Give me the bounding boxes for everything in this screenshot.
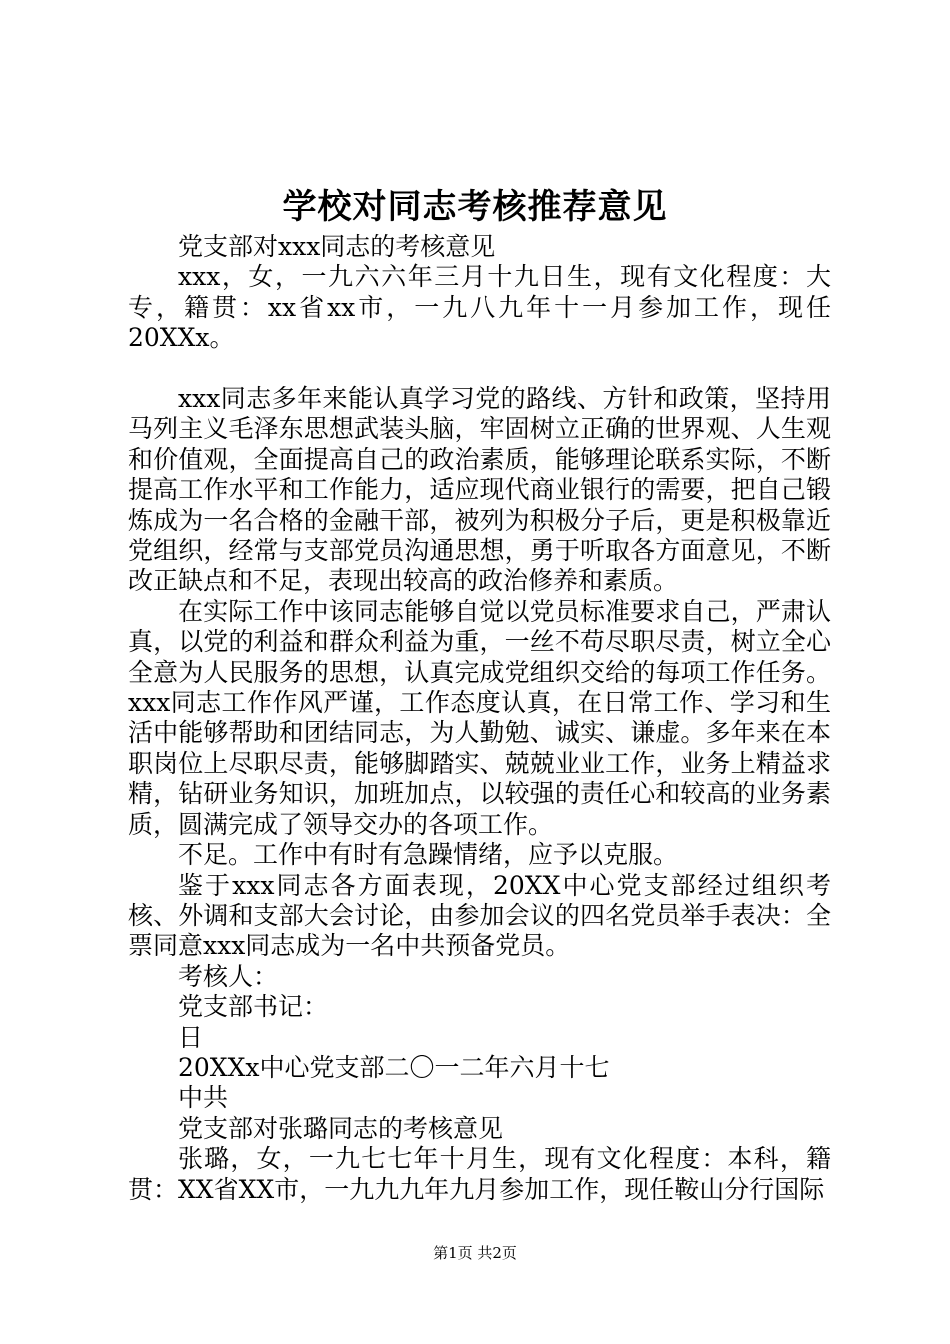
line-secretary: 党支部书记： (178, 992, 329, 1022)
paragraph-conclusion: 鉴于xxx同志各方面表现，20XX中心党支部经过组织考核、外调和支部大会讨论，由参加会议的四名党员举手表决：全票同意xxx同志成为一名中共预备党员。 (128, 870, 831, 961)
line-reviewer: 考核人： (178, 961, 279, 991)
line-party: 中共 (178, 1083, 229, 1113)
paragraph-assessment-1: xxx同志多年来能认真学习党的路线、方针和政策，坚持用马列主义毛泽东思想武装头脑，牢固树立正确的世界观、人生观和价值观，全面提高自己的政治素质，能够理论联系实际，不断提高工作水平和工作能力，适应现代商业银行的需要，把自己锻炼成为一名合格的金融干部，被列为积极分子后，更是积极靠近党组织，经常与支部党员沟通思想，勇于听取各方面意见，不断改正缺点和不足，表现出较高的政治修养和素质。 (128, 384, 831, 596)
paragraph-shortcoming: 不足。工作中有时有急躁情绪，应予以克服。 (178, 840, 679, 870)
document-body (128, 232, 831, 1205)
paragraph-profile-1: xxx，女，一九六六年三月十九日生，现有文化程度：大专，籍贯：xx省xx市，一九八九年十一月参加工作，现任20XXx。 (128, 262, 831, 353)
page-title: 学校对同志考核推荐意见 (282, 187, 668, 227)
paragraph-heading-2: 党支部对张璐同志的考核意见 (178, 1113, 504, 1143)
blank-line (128, 354, 831, 384)
line-date: 20XXx中心党支部二〇一二年六月十七 (178, 1052, 610, 1082)
page-footer: 第1页 共2页 (433, 1244, 517, 1262)
paragraph-heading-1: 党支部对xxx同志的考核意见 (178, 232, 496, 261)
line-day: 日 (178, 1022, 204, 1052)
paragraph-profile-2: 张璐，女，一九七七年十月生，现有文化程度：本科，籍贯：XX省XX市，一九九九年九月参加工作，现任鞍山分行国际 (128, 1144, 831, 1204)
paragraph-assessment-2: 在实际工作中该同志能够自觉以党员标准要求自己，严肃认真，以党的利益和群众利益为重，一丝不苟尽职尽责，树立全心全意为人民服务的思想，认真完成党组织交给的每项工作任务。xxx同志工作作风严谨，工作态度认真，在日常工作、学习和生活中能够帮助和团结同志，为人勤勉、诚实、谦虚。多年来在本职岗位上尽职尽责，能够脚踏实、兢兢业业工作，业务上精益求精，钻研业务知识，加班加点，以较强的责任心和较高的业务素质，圆满完成了领导交办的各项工作。 (128, 596, 831, 839)
